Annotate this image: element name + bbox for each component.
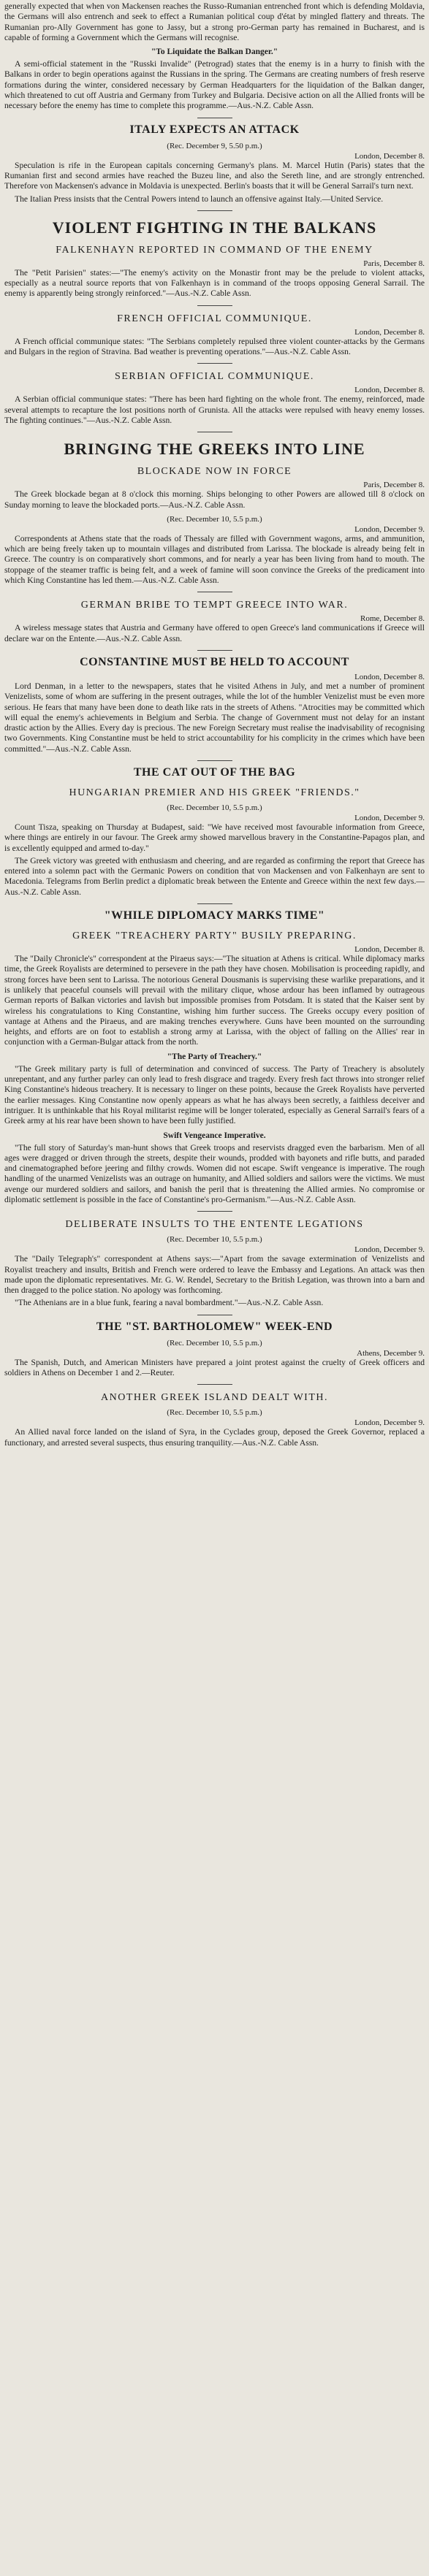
italy-dateline: London, December 8. xyxy=(354,151,425,161)
diplomacy-paragraph-2: "The Greek military party is full of determination and convinced of success. The Party of Treachery is absolutely unrepentant, and any further parley can only lead to fresh disgrace and tragedy. Every fresh fact throws into stronger relief King Constantine's hideous treachery. It is necessary to linger on these points, because the Greek Royalists have perverted the earlier messages. King Constantine now openly appears as what he has always been secretly, a faithless deceiver and intriguer. It is unthinkable that his Royal militarist regime will be longer tolerated, especially as General Sarrail's fears of a Greek army at his rear have been shown to have been fully justified. xyxy=(4,1063,425,1126)
constantine-dateline: London, December 8. xyxy=(354,672,425,681)
liquidate-subheading: "To Liquidate the Balkan Danger." xyxy=(151,47,278,57)
bag-dateline: London, December 9. xyxy=(354,813,425,822)
newspaper-column xyxy=(4,0,425,1448)
divider xyxy=(197,363,232,364)
diplomacy-dateline: London, December 8. xyxy=(354,945,425,955)
insults-headline: DELIBERATE INSULTS TO THE ENTENTE LEGATIONS xyxy=(65,1219,364,1231)
greeks-received: (Rec. December 10, 5.5 p.m.) xyxy=(167,514,262,524)
vengeance-subheading: Swift Vengeance Imperative. xyxy=(163,1131,266,1140)
bag-received: (Rec. December 10, 5.5 p.m.) xyxy=(167,803,262,812)
greeks-paragraph: The Greek blockade began at 8 o'clock this morning. Ships belonging to other Powers are allowed till 8 o'clock on Sunday morning to leave the blockaded ports.—Aus.-N.Z. Cable Assn. xyxy=(4,489,425,510)
bag-paragraph: Count Tisza, speaking on Thursday at Budapest, said: "We have received most favourable information from Greece, where things are entirely in our favour. The Greek army showed marvellous bravery in the Constantine-Papagos plan, and is excellently equipped and armed to-day." xyxy=(4,822,425,853)
bag-paragraph-2: The Greek victory was greeted with enthusiasm and cheering, and are regarded as confirming the report that Greece has entered into a solemn pact with the Germanic Powers on condition that von Mackensen and von Falkenhayn are sent to Macedonia. Telegrams from Berlin predict a diplomatic break between the Entente and Greece within the next few days.—Aus.-N.Z. Cable Assn. xyxy=(4,855,425,897)
constantine-headline: CONSTANTINE MUST BE HELD TO ACCOUNT xyxy=(80,655,349,668)
diplomacy-headline: "WHILE DIPLOMACY MARKS TIME" xyxy=(104,909,325,922)
divider xyxy=(197,210,232,211)
balkans-paragraph: The "Petit Parisien" states:—"The enemy's activity on the Monastir front may be the prelude to violent attacks, especially as a neutral source reports that von Falkenhayn is in command of the troops opposing General Sarrail. The enemy is apparently being strongly reinforced."—Aus.-N.Z. Cable Assn. xyxy=(4,267,425,299)
italy-headline: ITALY EXPECTS AN ATTACK xyxy=(129,123,300,136)
french-paragraph: A French official communique states: "The Serbians completely repulsed three violent counter-attacks by the Germans and Bulgars in the region of Stravina. Bad weather is preventing operations."—Aus.-N.Z. Cable Assn. xyxy=(4,336,425,357)
diplomacy-paragraph-3: "The full story of Saturday's man-hunt shows that Greek troops and reservists dragged even the barbarism. Men of all ages were dragged or driven through the streets, despite their wounds, prodded with bayonets and rifle butts, and paraded and cinematographed before jeering and filthy crowds. Women did not escape. Swift vengeance is imperative. The rough handling of the unarmed Venizelists was an outrage on humanity, and Allied soldiers and sailors were the victims. We must avenge our murdered soldiers and sailors, and banish the peril that is threatening the Allied armies. No compromise or diplomatic settlement is possible in the face of Constantine's pro-Germanism."—Aus.-N.Z. Cable Assn. xyxy=(4,1142,425,1204)
island-dateline: London, December 9. xyxy=(354,1418,425,1428)
divider xyxy=(197,650,232,651)
greeks-headline: BRINGING THE GREEKS INTO LINE xyxy=(64,440,365,459)
diplomacy-subhead: GREEK "TREACHERY PARTY" BUSILY PREPARING. xyxy=(72,930,357,942)
intro-paragraph: generally expected that when von Mackensen reaches the Russo-Rumanian entrenched front which is defending Moldavia, the Germans will also entrench and seek to effect a Rumanian political coup d'état by mingled flattery and threats. The Rumanian pro-Ally Government has gone to Jassy, but a strong pro-German party has remained in Bucharest, and is capable of forming a Government which the Germans will recognise. xyxy=(4,1,425,42)
insults-dateline: London, December 9. xyxy=(354,1245,425,1255)
divider xyxy=(197,903,232,904)
constantine-paragraph: Lord Denman, in a letter to the newspapers, states that he visited Athens in July, and met a number of prominent Venizelists, some of whom are suffering in the present outrages, while the lot of the humbler Venizelist must be even more serious. He fears that many have been done to death like rats in the streets of Athens. "Atrocities may be committed which will equal the enemy's achievements in Belgium and Serbia. The change of Government must not delay for an instant drastic action by the Allies. Every day is precious. The new Foreign Secretary must realise the inadvisability of recognising two Governments. King Constantine must be held to strict accountability for his complicity in the crimes which have been committed."—Aus.-N.Z. Cable Assn. xyxy=(4,681,425,754)
greeks-dateline-2: London, December 9. xyxy=(354,524,425,534)
bribe-headline: GERMAN BRIBE TO TEMPT GREECE INTO WAR. xyxy=(80,600,349,611)
italy-paragraph: Speculation is rife in the European capitals concerning Germany's plans. M. Marcel Hutin (Paris) states that the Rumanian first and second armies have reached the Buzeu line, and also the Sereth line, and are strongly entrenched. Therefore von Mackensen's advance in Moldavia is unexpected. Berlin's boasts that it will be General Sarrail's turn next. xyxy=(4,160,425,191)
island-paragraph: An Allied naval force landed on the island of Syra, in the Cyclades group, deposed the Greek Governor, replaced a functionary, and arrested several suspects, thus ensuring tranquility.—Aus.-N.Z. Cable Assn. xyxy=(4,1427,425,1448)
serbian-paragraph: A Serbian official communique states: "There has been hard fighting on the whole front. The enemy, reinforced, made several attempts to recapture the lost positions north of Grunista. All the attacks were repulsed with heavy enemy losses. The fighting continues."—Aus.-N.Z. Cable Assn. xyxy=(4,394,425,425)
party-subheading: "The Party of Treachery." xyxy=(167,1052,262,1061)
diplomacy-paragraph: The "Daily Chronicle's" correspondent at the Piraeus says:—"The situation at Athens is critical. While diplomacy marks time, the Greek Royalists are determined to persevere in the path they have chosen. Mobilisation is proceeding rapidly, and strong forces have been sent to Larissa. The notorious General Dousmanis is supervising these warlike preparations, and it is unlikely that peaceful counsels will prevail with the military clique, whose ardour has been inflamed by outrageous German reports of Balkan victories and lavish but impossible promises from Potsdam. It is stated that the Kaiser sent by wireless his congratulations to King Constantine, wishing him further success. The Greeks occupy every position of vantage at Athens and the Piraeus, and are making trenches everywhere. Guns have been mounted on the surrounding heights, and efforts are on foot to establish a strong army at Larissa, with the object of falling on the Allies' rear in conjunction with a German-Bulgar attack from the north. xyxy=(4,954,425,1047)
balkans-dateline: Paris, December 8. xyxy=(363,259,425,268)
intro-paragraph-2: A semi-official statement in the "Russki Invalide" (Petrograd) states that the enemy is in a hurry to finish with the Balkans in order to begin operations against the Russians in the spring. The Germans are creating numbers of fresh reserve formations during the winter, considered necessary by German Headquarters for the liquidation of the Balkan danger, which threatened to cut off Austria and Germany from Turkey and Bulgaria. Decisive action on all the Allied fronts will be necessary before the enemy has time to complete this programme.—Aus.-N.Z. Cable Assn. xyxy=(4,59,425,111)
divider xyxy=(197,305,232,306)
divider xyxy=(197,760,232,761)
insults-paragraph-2: "The Athenians are in a blue funk, fearing a naval bombardment."—Aus.-N.Z. Cable Assn. xyxy=(15,1298,324,1308)
island-received: (Rec. December 10, 5.5 p.m.) xyxy=(167,1408,262,1418)
french-communique-heading: FRENCH OFFICIAL COMMUNIQUE. xyxy=(117,313,312,324)
bartholomew-received: (Rec. December 10, 5.5 p.m.) xyxy=(167,1338,262,1348)
greeks-paragraph-2: Correspondents at Athens state that the roads of Thessaly are filled with Government wagons, arms, and ammunition, which are being freely taken up to mountain villages and distributed from Larissa. The blockade is already being felt in Greece. The country is on comparatively short commons, and for nearly a year has been living from hand to mouth. The stoppage of the steamer traffic is being felt, and a week of famine will soon convince the Greeks of the predicament into which King Constantine has led them.—Aus.-N.Z. Cable Assn. xyxy=(4,533,425,586)
divider xyxy=(197,1211,232,1212)
italy-received: (Rec. December 9, 5.50 p.m.) xyxy=(167,141,262,150)
bartholomew-paragraph: The Spanish, Dutch, and American Ministers have prepared a joint protest against the cruelty of Greek officers and soldiers in Athens on December 1 and 2.—Reuter. xyxy=(4,1357,425,1378)
bag-headline: THE CAT OUT OF THE BAG xyxy=(133,765,296,779)
bag-subhead: HUNGARIAN PREMIER AND HIS GREEK "FRIENDS." xyxy=(69,787,360,798)
bribe-paragraph: A wireless message states that Austria and Germany have offered to open Greece's land communications if Greece will declare war on the Entente.—Aus.-N.Z. Cable Assn. xyxy=(4,623,425,643)
balkans-headline: VIOLENT FIGHTING IN THE BALKANS xyxy=(52,218,377,237)
serbian-communique-heading: SERBIAN OFFICIAL COMMUNIQUE. xyxy=(115,371,314,383)
blockade-subhead: BLOCKADE NOW IN FORCE xyxy=(137,466,292,478)
balkans-subhead: FALKENHAYN REPORTED IN COMMAND OF THE ENEMY xyxy=(56,244,373,256)
serbian-dateline: London, December 8. xyxy=(354,386,425,395)
insults-received: (Rec. December 10, 5.5 p.m.) xyxy=(167,1235,262,1245)
french-dateline: London, December 8. xyxy=(354,327,425,337)
bartholomew-headline: THE "ST. BARTHOLOMEW" WEEK-END xyxy=(96,1320,333,1333)
island-headline: ANOTHER GREEK ISLAND DEALT WITH. xyxy=(101,1392,328,1404)
greeks-dateline: Paris, December 8. xyxy=(363,481,425,490)
bartholomew-dateline: Athens, December 9. xyxy=(357,1348,425,1358)
italy-paragraph-2: The Italian Press insists that the Central Powers intend to launch an offensive against Italy.—United Service. xyxy=(15,194,384,204)
divider xyxy=(197,1384,232,1385)
bribe-dateline: Rome, December 8. xyxy=(360,614,425,624)
insults-paragraph: The "Daily Telegraph's" correspondent at Athens says:—"Apart from the savage extermination of Venizelists and Royalist treachery and insults, British and French were ordered to leave the Embassy and Legations. An attack was then made upon the diplomatic representatives. Mr. G. W. Rendel, Secretary to the British Legation, was thrown into a barn and then dragged to the police station. No apology was forthcoming. xyxy=(4,1254,425,1296)
